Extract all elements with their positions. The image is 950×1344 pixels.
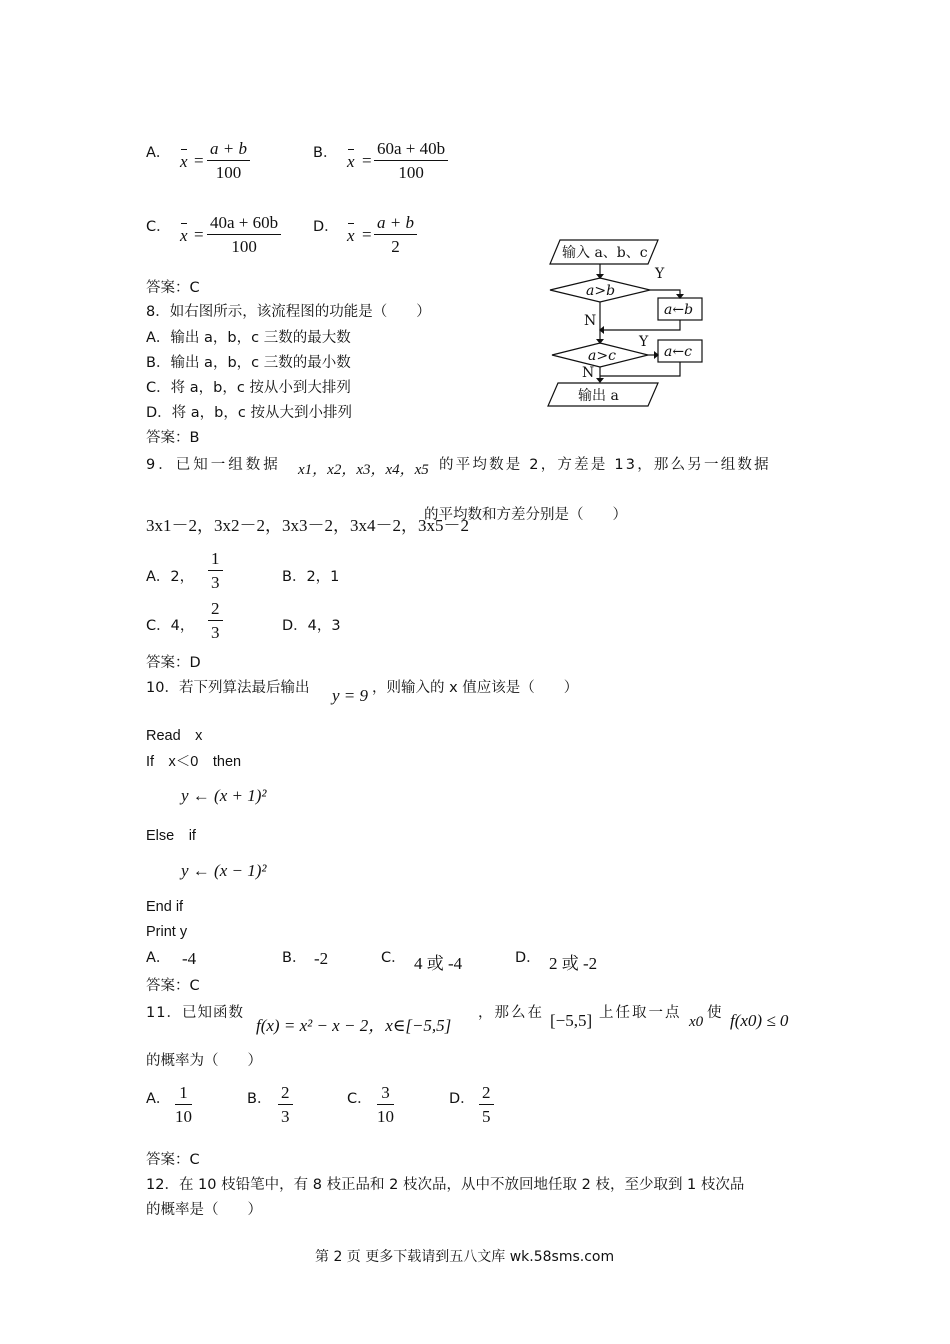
q11-option-d-label: D． <box>449 1091 475 1107</box>
q10-stem-end: ，则输入的 x 值应该是（ ） <box>372 680 579 696</box>
q10-option-b-value: -2 <box>314 949 329 968</box>
flowchart-input-text: 输入 a、b、c <box>562 245 648 261</box>
q7-c-denominator: 100 <box>231 237 257 256</box>
q11-mid: ，那么在 <box>478 1005 544 1021</box>
q9-answer: 答案：D <box>146 655 201 671</box>
q10-code-line-1: Read x <box>146 728 203 744</box>
q11-mid2: 上任取一点 <box>599 1005 682 1021</box>
q10-code-line-6: End if <box>146 899 184 915</box>
flowchart-yes-2: Y <box>639 334 649 350</box>
q7-a-xbar: x <box>180 152 188 171</box>
q10-option-c-value: 4 或 -4 <box>414 954 463 973</box>
q7-a-denominator: 100 <box>215 163 242 182</box>
q11-interval: [−5,5] <box>550 1011 593 1030</box>
q7-a-numerator: a + b <box>207 138 250 161</box>
q11-d-denominator: 5 <box>482 1107 491 1126</box>
q7-c-eq: = <box>194 225 204 244</box>
q11-b-denominator: 3 <box>281 1107 290 1126</box>
q7-d-xbar: x <box>347 226 355 245</box>
q7-b-denominator: 100 <box>398 163 424 182</box>
flowchart <box>540 236 720 414</box>
q11-function: f(x) = x² − x − 2，x∈[−5,5] <box>256 1016 452 1035</box>
flowchart-cond2-text: a>c <box>588 348 616 364</box>
q7-c-fraction <box>207 212 281 259</box>
q7-c-xbar: x <box>180 226 188 245</box>
q9-option-c-label: C．4， <box>146 618 195 634</box>
q11-a-numerator: 1 <box>175 1082 192 1105</box>
q12-line-1: 12．在 10 枝铅笔中，有 8 枝正品和 2 枝次品，从中不放回地任取 2 枝，至少取到 1 枝次品 <box>146 1177 745 1193</box>
q10-option-d-label: D． <box>515 950 541 966</box>
q11-answer: 答案：C <box>146 1152 200 1168</box>
q9-option-b: B．2，1 <box>282 569 340 585</box>
q7-b-fraction <box>374 138 448 185</box>
q11-b-fraction <box>278 1082 293 1129</box>
q7-answer: 答案：C <box>146 280 200 296</box>
q9-variables: x1，x2，x3，x4，x5 <box>298 462 429 478</box>
q9-option-a-label: A．2， <box>146 569 195 585</box>
q11-a-fraction <box>175 1082 192 1129</box>
q11-d-numerator: 2 <box>479 1082 494 1105</box>
q8-answer: 答案：B <box>146 430 200 446</box>
q9-stem-end: 的平均数是 2，方差是 13，那么另一组数据 <box>439 457 771 473</box>
q10-code-line-2: If x＜0 then <box>146 754 242 770</box>
q9-c-denominator: 3 <box>211 623 220 642</box>
q10-code-line-7: Print y <box>146 924 188 940</box>
q9-stem-2: 的平均数和方差分别是（ ） <box>424 507 627 523</box>
flowchart-cond1-text: a>b <box>586 283 616 299</box>
q11-d-fraction <box>479 1082 494 1129</box>
q10-option-c-label: C． <box>381 950 406 966</box>
q7-a-eq: = <box>194 151 204 170</box>
q7-d-denominator: 2 <box>391 237 400 256</box>
q7-d-numerator: a + b <box>374 212 417 235</box>
q11-stem-2: 的概率为（ ） <box>146 1053 262 1069</box>
q7-d-eq: = <box>362 225 372 244</box>
q10-option-a-value: -4 <box>182 949 197 968</box>
q8-option-a: A．输出 a，b，c 三数的最大数 <box>146 330 351 346</box>
q12-line-2: 的概率是（ ） <box>146 1202 262 1218</box>
q8-option-c: C．将 a，b，c 按从小到大排列 <box>146 380 351 396</box>
q7-option-c-label: C． <box>146 219 171 235</box>
q10-code-line-5: y ← (x − 1)² <box>181 861 267 880</box>
flowchart-no-1: N <box>584 313 597 329</box>
q9-expression: 3x1－2，3x2－2，3x3－2，3x4－2，3x5－2 <box>146 516 469 535</box>
q9-a-fraction <box>208 548 223 595</box>
q10-option-b-label: B． <box>282 950 307 966</box>
flowchart-assign1-text: a←b <box>664 302 694 318</box>
q11-stem-start: 11．已知函数 <box>146 1005 244 1021</box>
q9-option-d: D．4，3 <box>282 618 341 634</box>
q7-b-eq: = <box>362 151 372 170</box>
q11-option-c-label: C． <box>347 1091 372 1107</box>
q7-b-numerator: 60a + 40b <box>374 138 448 161</box>
q9-c-fraction <box>208 598 223 645</box>
q9-a-denominator: 3 <box>211 573 220 592</box>
flowchart-no-2: N <box>582 365 595 381</box>
q11-c-numerator: 3 <box>377 1082 394 1105</box>
q10-code-line-3: y ← (x + 1)² <box>181 786 267 805</box>
q7-option-d-label: D． <box>313 219 339 235</box>
q9-a-numerator: 1 <box>208 548 223 571</box>
page-footer: 第 2 页 更多下载请到五八文库 wk.58sms.com <box>315 1249 615 1265</box>
q11-option-a-label: A． <box>146 1091 171 1107</box>
q8-option-d: D．将 a，b，c 按从大到小排列 <box>146 405 352 421</box>
q8-option-b: B．输出 a，b，c 三数的最小数 <box>146 355 351 371</box>
q7-c-numerator: 40a + 60b <box>207 212 281 235</box>
q10-answer: 答案：C <box>146 978 200 994</box>
q11-b-numerator: 2 <box>278 1082 293 1105</box>
q9-stem-start: 9．已知一组数据 <box>146 457 281 473</box>
q10-code-line-4: Else if <box>146 828 196 844</box>
q11-a-denominator: 10 <box>175 1107 192 1126</box>
q7-option-b-label: B． <box>313 145 338 161</box>
q7-option-a-label: A． <box>146 145 171 161</box>
q11-condition: f(x0) ≤ 0 <box>730 1011 789 1030</box>
q7-d-fraction <box>374 212 417 259</box>
q9-c-numerator: 2 <box>208 598 223 621</box>
q10-option-d-value: 2 或 -2 <box>549 954 598 973</box>
q11-c-denominator: 10 <box>377 1107 394 1126</box>
q11-c-fraction <box>377 1082 394 1129</box>
q11-use: 使 <box>707 1005 722 1021</box>
q10-y-equals: y = 9 <box>332 686 369 705</box>
q10-stem-start: 10．若下列算法最后输出 <box>146 680 310 696</box>
q10-option-a-label: A． <box>146 950 171 966</box>
flowchart-assign2-text: a←c <box>664 344 692 360</box>
flowchart-output-text: 输出 a <box>578 388 619 404</box>
q7-b-xbar: x <box>347 152 355 171</box>
q11-x0: x0 <box>689 1014 704 1030</box>
flowchart-yes-1: Y <box>655 266 665 282</box>
q7-a-fraction <box>207 138 250 185</box>
q8-stem: 8．如右图所示，该流程图的功能是（ ） <box>146 304 431 320</box>
q11-option-b-label: B． <box>247 1091 272 1107</box>
